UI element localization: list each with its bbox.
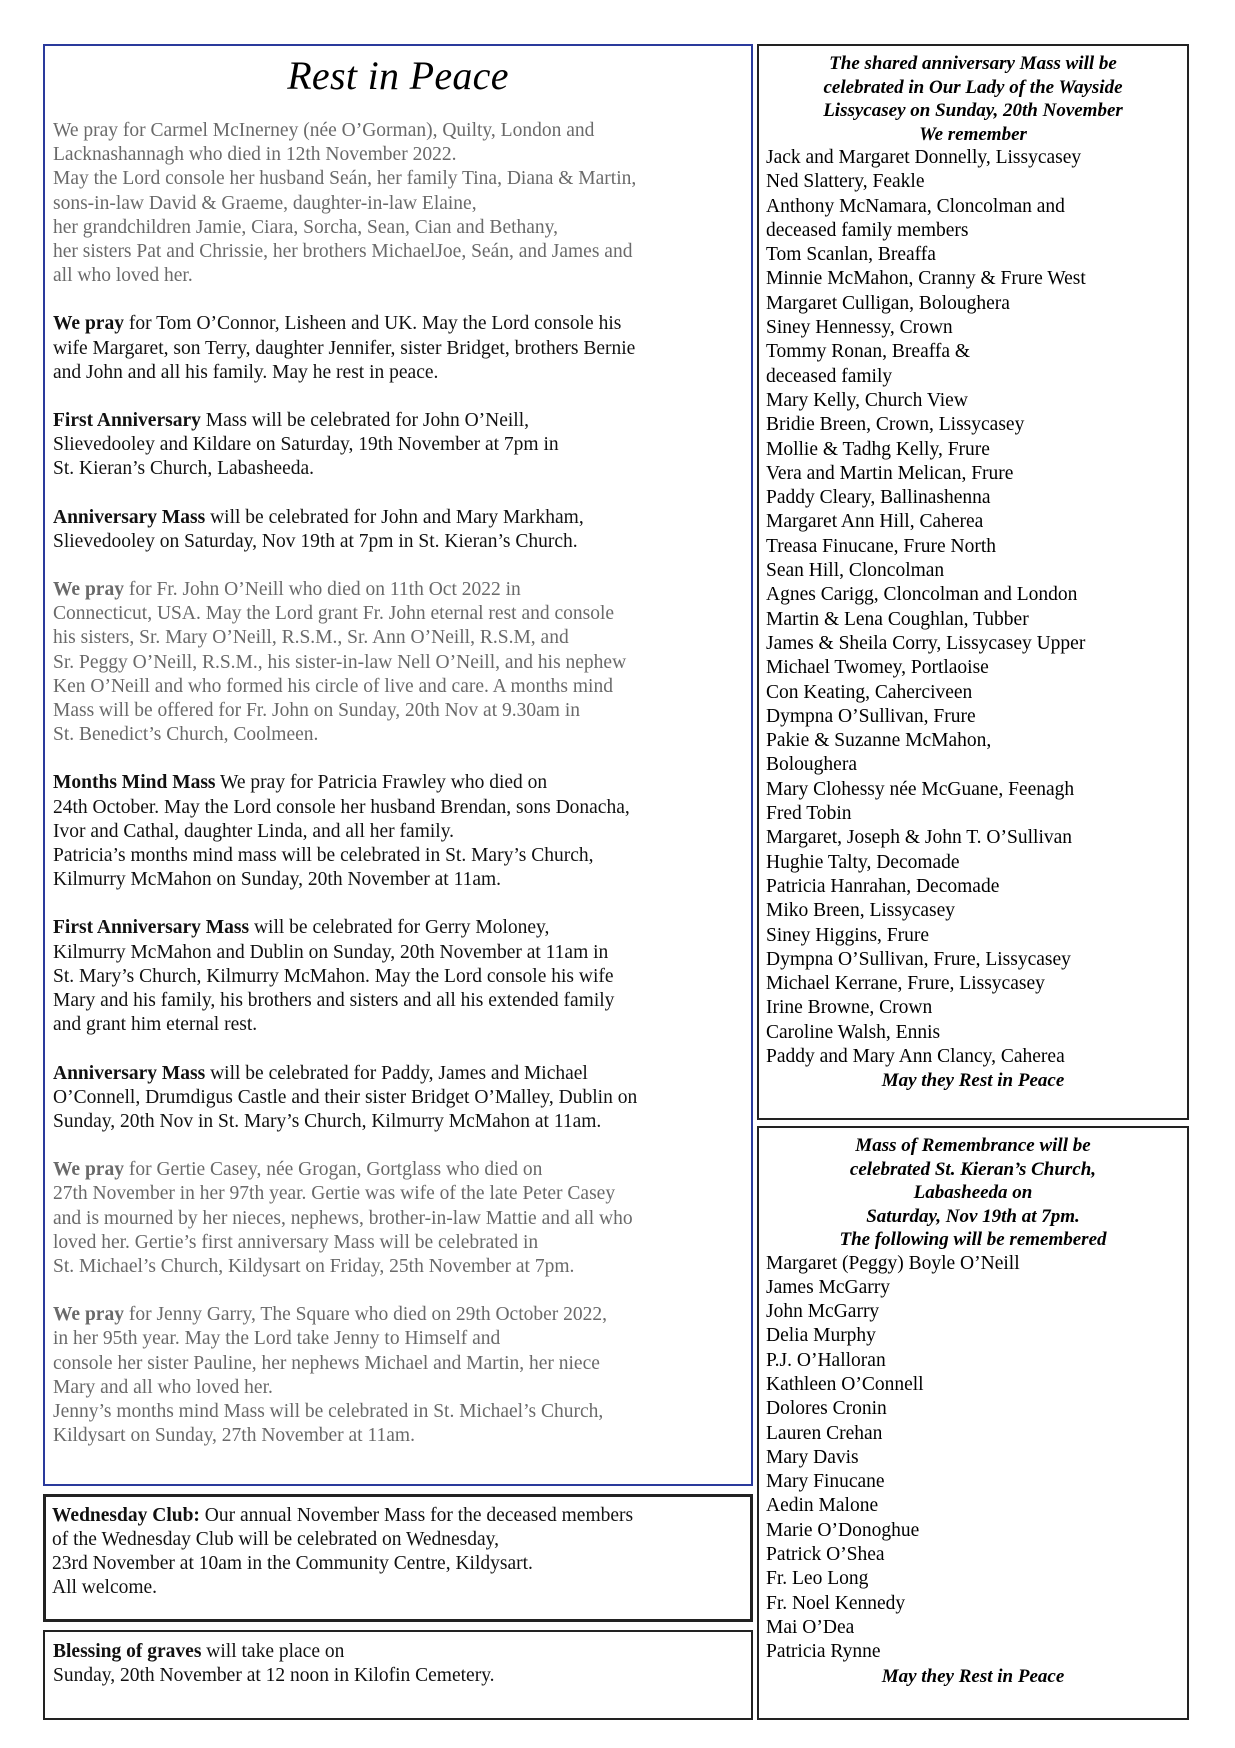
notice-line: will take place on bbox=[201, 1641, 345, 1662]
name-item: Fr. Noel Kennedy bbox=[766, 1592, 906, 1614]
name-item: Con Keating, Caherciveen bbox=[766, 681, 973, 703]
notice-line: will be celebrated for Gerry Moloney, bbox=[249, 917, 550, 939]
notice-line: her sisters Pat and Chrissie, her brothers MichaelJoe, Seán, and James and bbox=[53, 241, 633, 263]
name-item: Kathleen O’Connell bbox=[766, 1373, 924, 1395]
heading-line: We remember bbox=[919, 123, 1027, 145]
name-item: P.J. O’Halloran bbox=[766, 1349, 886, 1371]
notice-paragraph bbox=[53, 1303, 743, 1448]
name-item: Tommy Ronan, Breaffa & bbox=[766, 341, 971, 363]
name-item: Dympna O’Sullivan, Frure, Lissycasey bbox=[766, 948, 1071, 970]
notice-line: Sr. Peggy O’Neill, R.S.M., his sister-in-law Nell O’Neill, and his nephew bbox=[53, 651, 627, 673]
name-item: Sean Hill, Cloncolman bbox=[766, 560, 945, 582]
notice-line: and John and all his family. May he rest in peace. bbox=[53, 361, 439, 383]
notice-lead: Months Mind Mass bbox=[53, 772, 216, 794]
notice-line: Our annual November Mass for the deceased members bbox=[199, 1505, 634, 1526]
names-list bbox=[766, 1252, 1180, 1665]
notice-line: May the Lord console her husband Seán, her family Tina, Diana & Martin, bbox=[53, 168, 637, 190]
heading-line: Labasheeda on bbox=[913, 1182, 1033, 1203]
notice-line: Mary and all who loved her. bbox=[53, 1376, 273, 1398]
name-item: Delia Murphy bbox=[766, 1325, 876, 1347]
club-notice bbox=[52, 1504, 742, 1600]
notice-line: for Fr. John O’Neill who died on 11th Oct 2022 in bbox=[123, 579, 521, 601]
notice-lead: Anniversary Mass bbox=[53, 506, 206, 528]
heading-line: Saturday, Nov 19th at 7pm. bbox=[866, 1205, 1080, 1227]
notice-line: wife Margaret, son Terry, daughter Jennifer, sister Bridget, brothers Bernie bbox=[53, 337, 636, 359]
names-list bbox=[766, 146, 1180, 1069]
name-item: Paddy and Mary Ann Clancy, Caherea bbox=[766, 1045, 1065, 1067]
notice-lead: Wednesday Club: bbox=[52, 1505, 200, 1526]
name-item: Patricia Rynne bbox=[766, 1641, 881, 1663]
name-item: Ned Slattery, Feakle bbox=[766, 171, 925, 193]
notice-line: her grandchildren Jamie, Ciara, Sorcha, Sean, Cian and Bethany, bbox=[53, 216, 559, 238]
name-item: Mary Clohessy née McGuane, Feenagh bbox=[766, 778, 1075, 800]
wednesday-club-panel bbox=[43, 1494, 753, 1622]
notice-line: We pray for Carmel McInerney (née O’Gorman), Quilty, London and bbox=[53, 120, 595, 141]
name-item: Siney Higgins, Frure bbox=[766, 924, 930, 946]
name-item: Martin & Lena Coughlan, Tubber bbox=[766, 608, 1029, 630]
name-item: Margaret (Peggy) Boyle O’Neill bbox=[766, 1252, 1020, 1274]
blessing-notice bbox=[53, 1640, 743, 1688]
name-item: Michael Twomey, Portlaoise bbox=[766, 657, 989, 679]
notice-line: and is mourned by her nieces, nephews, brother-in-law Mattie and all who bbox=[53, 1207, 633, 1229]
notice-list bbox=[53, 119, 743, 1448]
notice-line: St. Benedict’s Church, Coolmeen. bbox=[53, 724, 319, 746]
notice-line: all who loved her. bbox=[53, 265, 193, 287]
notice-line: Mary and his family, his brothers and sisters and all his extended family bbox=[53, 990, 615, 1012]
notice-line: Ivor and Cathal, daughter Linda, and all her family. bbox=[53, 820, 455, 842]
notice-lead: Anniversary Mass bbox=[53, 1062, 206, 1084]
notice-line: Lacknashannagh who died in 12th November 2022. bbox=[53, 144, 457, 166]
name-item: Tom Scanlan, Breaffa bbox=[766, 244, 936, 266]
name-item: Anthony McNamara, Cloncolman and bbox=[766, 195, 1065, 217]
notice-lead: We pray bbox=[53, 579, 124, 601]
notice-paragraph bbox=[53, 119, 743, 288]
notice-line: for Jenny Garry, The Square who died on 29th October 2022, bbox=[123, 1304, 608, 1326]
name-item: Margaret Ann Hill, Caherea bbox=[766, 511, 984, 533]
notice-line: Kilmurry McMahon and Dublin on Sunday, 20th November at 11am in bbox=[53, 941, 609, 963]
name-item: James & Sheila Corry, Lissycasey Upper bbox=[766, 632, 1086, 654]
name-item: Margaret Culligan, Boloughera bbox=[766, 292, 1010, 314]
notice-paragraph bbox=[53, 1062, 743, 1135]
notice-line: We pray for Patricia Frawley who died on bbox=[215, 772, 548, 794]
name-item: Dympna O’Sullivan, Frure bbox=[766, 705, 976, 727]
name-item: deceased family bbox=[766, 365, 893, 387]
notice-line: Sunday, 20th Nov in St. Mary’s Church, Kilmurry McMahon at 11am. bbox=[53, 1110, 602, 1132]
notice-line: All welcome. bbox=[52, 1577, 158, 1598]
notice-line: Mass will be offered for Fr. John on Sunday, 20th Nov at 9.30am in bbox=[53, 700, 580, 722]
panel-footer: May they Rest in Peace bbox=[881, 1665, 1065, 1687]
notice-line: St. Kieran’s Church, Labasheeda. bbox=[53, 458, 315, 480]
name-item: Mollie & Tadhg Kelly, Frure bbox=[766, 438, 990, 460]
name-item: Caroline Walsh, Ennis bbox=[766, 1021, 941, 1043]
notice-line: sons-in-law David & Graeme, daughter-in-law Elaine, bbox=[53, 192, 477, 214]
notice-line: 24th October. May the Lord console her husband Brendan, sons Donacha, bbox=[53, 796, 630, 818]
name-item: Siney Hennessy, Crown bbox=[766, 317, 953, 339]
name-item: Margaret, Joseph & John T. O’Sullivan bbox=[766, 827, 1073, 849]
notice-lead: We pray bbox=[53, 1159, 124, 1181]
name-item: Mary Finucane bbox=[766, 1471, 885, 1493]
heading-line: The shared anniversary Mass will be bbox=[829, 53, 1117, 74]
name-item: John McGarry bbox=[766, 1301, 880, 1323]
name-item: Jack and Margaret Donnelly, Lissycasey bbox=[766, 147, 1082, 168]
name-item: Fred Tobin bbox=[766, 803, 852, 825]
notice-line: Slievedooley and Kildare on Saturday, 19th November at 7pm in bbox=[53, 434, 559, 456]
notice-line: Connecticut, USA. May the Lord grant Fr. John eternal rest and console bbox=[53, 603, 615, 625]
name-item: Treasa Finucane, Frure North bbox=[766, 535, 996, 557]
name-item: Fr. Leo Long bbox=[766, 1568, 869, 1590]
heading-line: celebrated in Our Lady of the Wayside bbox=[823, 76, 1123, 98]
shared-anniversary-panel bbox=[757, 44, 1189, 1120]
notice-line: 23rd November at 10am in the Community Centre, Kildysart. bbox=[52, 1553, 533, 1574]
name-item: Irine Browne, Crown bbox=[766, 997, 933, 1019]
name-item: Mary Kelly, Church View bbox=[766, 389, 968, 411]
name-item: James McGarry bbox=[766, 1276, 890, 1298]
name-item: Paddy Cleary, Ballinashenna bbox=[766, 487, 991, 509]
panel-footer: May they Rest in Peace bbox=[881, 1070, 1065, 1092]
name-item: Mary Davis bbox=[766, 1446, 859, 1468]
name-item: Patricia Hanrahan, Decomade bbox=[766, 875, 1000, 897]
heading-line: Lissycasey on Sunday, 20th November bbox=[823, 100, 1123, 121]
heading-line: celebrated St. Kieran’s Church, bbox=[849, 1158, 1097, 1180]
name-item: Minnie McMahon, Cranny & Frure West bbox=[766, 268, 1086, 290]
name-item: Patrick O’Shea bbox=[766, 1544, 885, 1566]
notice-lead: We pray bbox=[53, 1304, 124, 1326]
name-item: Mai O’Dea bbox=[766, 1616, 855, 1638]
notice-line: Patricia’s months mind mass will be celebrated in St. Mary’s Church, bbox=[53, 845, 594, 867]
name-item: deceased family members bbox=[766, 219, 969, 241]
notice-line: 27th November in her 97th year. Gertie was wife of the late Peter Casey bbox=[53, 1183, 616, 1205]
notice-line: for Gertie Casey, née Grogan, Gortglass who died on bbox=[123, 1159, 543, 1181]
notice-line: and grant him eternal rest. bbox=[53, 1014, 258, 1036]
name-item: Dolores Cronin bbox=[766, 1398, 887, 1420]
name-item: Agnes Carigg, Cloncolman and London bbox=[766, 584, 1078, 606]
name-item: Miko Breen, Lissycasey bbox=[766, 900, 956, 922]
notice-line: console her sister Pauline, her nephews Michael and Martin, her niece bbox=[53, 1352, 600, 1374]
notice-lead: First Anniversary Mass bbox=[53, 917, 250, 939]
heading-line: Mass of Remembrance will be bbox=[855, 1135, 1091, 1156]
rest-in-peace-panel bbox=[43, 44, 753, 1486]
name-item: Michael Kerrane, Frure, Lissycasey bbox=[766, 973, 1045, 995]
notice-paragraph bbox=[53, 506, 743, 554]
notice-line: Slievedooley on Saturday, Nov 19th at 7pm in St. Kieran’s Church. bbox=[53, 530, 578, 552]
notice-lead: Blessing of graves bbox=[53, 1641, 202, 1662]
name-item: Pakie & Suzanne McMahon, bbox=[766, 730, 992, 752]
notice-paragraph bbox=[53, 312, 743, 385]
notice-line: of the Wednesday Club will be celebrated on Wednesday, bbox=[52, 1529, 500, 1550]
notice-line: Sunday, 20th November at 12 noon in Kilofin Cemetery. bbox=[53, 1665, 495, 1686]
notice-line: will be celebrated for John and Mary Markham, bbox=[205, 506, 584, 528]
name-item: Lauren Crehan bbox=[766, 1422, 883, 1444]
name-item: Aedin Malone bbox=[766, 1495, 879, 1517]
name-item: Hughie Talty, Decomade bbox=[766, 851, 960, 873]
notice-lead: First Anniversary bbox=[53, 410, 201, 432]
notice-line: O’Connell, Drumdigus Castle and their sister Bridget O’Malley, Dublin on bbox=[53, 1086, 638, 1108]
notice-line: in her 95th year. May the Lord take Jenny to Himself and bbox=[53, 1328, 501, 1350]
name-item: Vera and Martin Melican, Frure bbox=[766, 462, 1014, 484]
notice-line: Ken O’Neill and who formed his circle of live and care. A months mind bbox=[53, 675, 613, 697]
panel-title: Rest in Peace bbox=[287, 53, 509, 98]
notice-paragraph bbox=[53, 771, 743, 892]
notice-line: loved her. Gertie’s first anniversary Mass will be celebrated in bbox=[53, 1231, 539, 1253]
blessing-of-graves-panel bbox=[43, 1630, 753, 1720]
notice-line: Kilmurry McMahon on Sunday, 20th November at 11am. bbox=[53, 869, 502, 891]
heading-line: The following will be remembered bbox=[839, 1229, 1107, 1250]
notice-line: St. Michael’s Church, Kildysart on Friday, 25th November at 7pm. bbox=[53, 1255, 575, 1277]
panel-heading bbox=[766, 52, 1180, 146]
name-item: Marie O’Donoghue bbox=[766, 1519, 920, 1541]
notice-line: Mass will be celebrated for John O’Neill, bbox=[200, 410, 530, 432]
notice-paragraph bbox=[53, 916, 743, 1037]
notice-line: his sisters, Sr. Mary O’Neill, R.S.M., Sr. Ann O’Neill, R.S.M, and bbox=[53, 627, 569, 649]
name-item: Bridie Breen, Crown, Lissycasey bbox=[766, 414, 1025, 436]
notice-paragraph bbox=[53, 578, 743, 747]
panel-heading bbox=[766, 1134, 1180, 1252]
notice-line: will be celebrated for Paddy, James and Michael bbox=[205, 1062, 588, 1084]
notice-line: Kildysart on Sunday, 27th November at 11am. bbox=[53, 1425, 415, 1447]
remembrance-panel bbox=[757, 1126, 1189, 1720]
notice-lead: We pray bbox=[53, 313, 124, 335]
notice-line: for Tom O’Connor, Lisheen and UK. May the Lord console his bbox=[123, 313, 622, 335]
notice-paragraph bbox=[53, 1158, 743, 1279]
name-item: Boloughera bbox=[766, 754, 857, 776]
notice-paragraph bbox=[53, 409, 743, 482]
notice-line: St. Mary’s Church, Kilmurry McMahon. May the Lord console his wife bbox=[53, 965, 614, 987]
notice-line: Jenny’s months mind Mass will be celebrated in St. Michael’s Church, bbox=[53, 1400, 604, 1422]
